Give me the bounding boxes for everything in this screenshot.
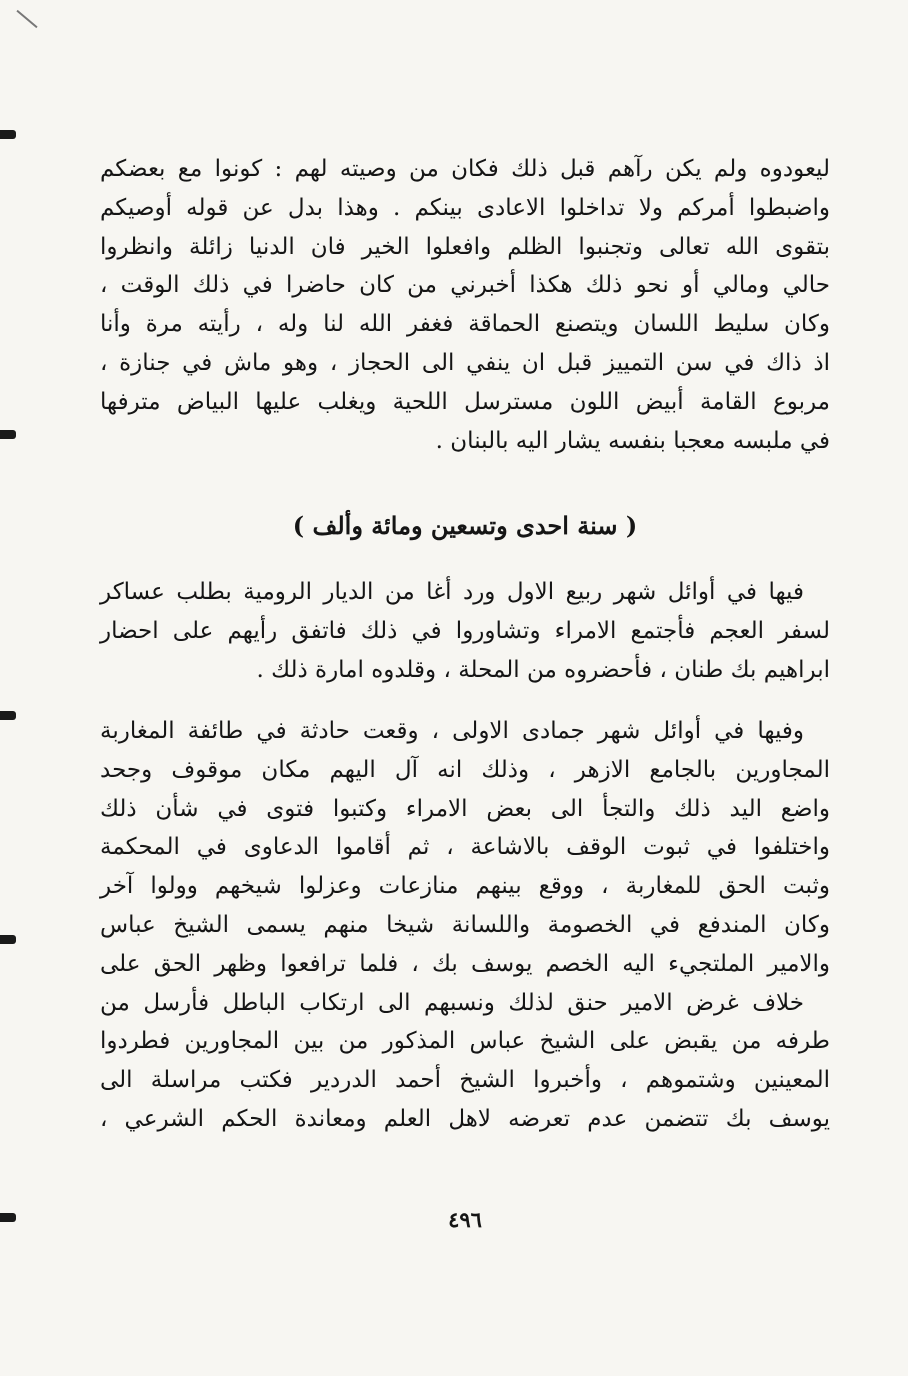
- margin-ink-mark: [0, 430, 16, 439]
- text-line: ليعودوه ولم يكن رآهم قبل ذلك فكان من وصيته لهم : كونوا مع بعضكم: [100, 156, 830, 182]
- scan-scratch: [16, 10, 37, 28]
- text-line: واضبطوا أمركم ولا تداخلوا الاعادى بينكم . وهذا بدل عن قوله أوصيكم: [100, 194, 830, 221]
- text-line: وكان سليط اللسان ويتصنع الحماقة فغفر الله لنا وله ، رأيته مرة وأنا: [100, 311, 830, 338]
- margin-ink-mark: [0, 935, 16, 944]
- text-line: طرفه من يقبض على الشيخ عباس المذكور من بين المجاورين فطردوا: [100, 1028, 830, 1055]
- paragraph-2: [100, 573, 830, 689]
- text-line: وفيها في أوائل شهر جمادى الاولى ، وقعت حادثة في طائفة المغاربة: [100, 718, 804, 744]
- text-line: حالي ومالي أو نحو ذلك هكذا أخبرني من كان حاضرا في ذلك الوقت ،: [100, 272, 830, 299]
- text-line: والامير الملتجيء اليه الخصم يوسف بك ، فلما ترافعوا وظهر الحق على: [100, 950, 830, 977]
- text-line: واختلفوا في ثبوت الوقف بالاشاعة ، ثم أقاموا الدعاوى في المحكمة: [100, 834, 830, 861]
- text-line: في ملبسه معجبا بنفسه يشار اليه بالبنان .: [435, 427, 830, 454]
- text-line: فيها في أوائل شهر ربيع الاول ورد أغا من الديار الرومية بطلب عساكر: [100, 579, 804, 605]
- text-line: بتقوى الله تعالى وتجنبوا الظلم وافعلوا الخير فان الدنيا زائلة وانظروا: [100, 233, 830, 260]
- text-line: وثبت الحق للمغاربة ، ووقع بينهم منازعات وعزلوا شيخهم وولوا آخر: [100, 873, 830, 900]
- margin-ink-mark: [0, 711, 16, 720]
- text-line: المجاورين بالجامع الازهر ، وذلك انه آل اليهم مكان موقوف وجحد: [100, 756, 830, 783]
- text-line: المعينين وشتموهم ، وأخبروا الشيخ أحمد الدردير فكتب مراسلة الى: [100, 1067, 830, 1094]
- section-heading: ( سنة احدى وتسعين ومائة وألف ): [292, 511, 638, 540]
- paragraph-3: [100, 712, 830, 1139]
- page-number: ٤٩٦: [448, 1207, 482, 1232]
- text-line: ابراهيم بك طنان ، فأحضروه من المحلة ، وقلدوه امارة ذلك .: [256, 656, 830, 683]
- text-line: واضع اليد ذلك والتجأ الى بعض الامراء وكتبوا فتوى في شأن ذلك: [100, 795, 830, 822]
- margin-ink-mark: [0, 130, 16, 139]
- text-line: لسفر العجم فأجتمع الامراء وتشاوروا في ذلك فاتفق رأيهم على احضار: [100, 617, 830, 644]
- text-line: يوسف بك تتضمن عدم تعرضه لاهل العلم ومعاندة الحكم الشرعي ،: [100, 1105, 830, 1132]
- text-line: اذ ذاك في سن التمييز قبل ان ينفي الى الحجاز ، وهو ماش في جنازة ،: [100, 349, 830, 376]
- text-line: وكان المندفع في الخصومة واللسانة شيخا منهم يسمى الشيخ عباس: [100, 911, 830, 938]
- text-line: خلاف غرض الامير حنق لذلك ونسبهم الى ارتكاب الباطل فأرسل من: [100, 989, 804, 1016]
- margin-ink-mark: [0, 1213, 16, 1222]
- text-line: مربوع القامة أبيض اللون مسترسل اللحية ويغلب عليها البياض مترفها: [100, 388, 830, 415]
- paragraph-1: [100, 150, 830, 460]
